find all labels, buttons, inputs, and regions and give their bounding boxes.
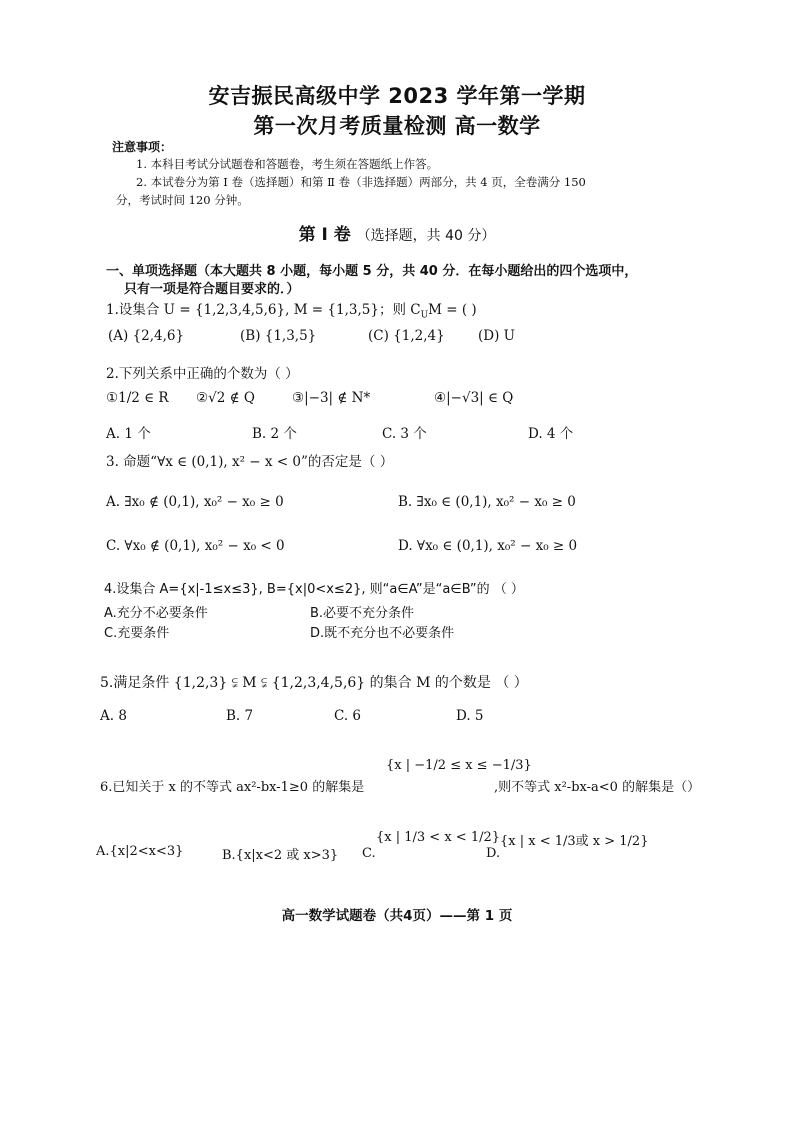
notes-item-1: 1. 本科目考试分试题卷和答题卷，考生须在答题纸上作答。 — [136, 157, 439, 171]
exam-title-line1: 安吉振民高级中学 2023 学年第一学期 — [208, 84, 586, 108]
q1-stem-tail: M = ( ) — [428, 302, 477, 318]
part1-intro-line2: 只有一项是符合题目要求的．） — [124, 282, 300, 297]
question-4-stem: 4.设集合 A={x|-1≤x≤3}, B={x|0<x≤2}, 则“a∈A”是“a∈B”的 （ ） — [104, 582, 524, 597]
notes-item-2b: 分，考试时间 120 分钟。 — [116, 193, 249, 207]
q6-option-a[interactable]: A.{x|2<x<3} — [96, 844, 184, 859]
q5-option-b[interactable]: B. 7 — [226, 708, 254, 724]
section-heading — [0, 220, 794, 245]
q2-statement-2: ②√2 ∉ Q — [196, 390, 255, 406]
q5-option-a[interactable]: A. 8 — [100, 708, 127, 724]
q3-option-b[interactable]: B. ∃x₀ ∈ (0,1), x₀² − x₀ ≥ 0 — [398, 494, 576, 510]
q1-stem-text: 1.设集合 U = {1,2,3,4,5,6}, M = {1,3,5}；则 C — [106, 302, 421, 318]
page-footer: 高一数学试题卷（共4页）——第 1 页 — [281, 908, 513, 924]
section-title: 第 Ⅰ 卷 — [298, 225, 351, 245]
q6-option-c[interactable]: {x | 1/3 < x < 1/2} — [376, 830, 501, 845]
q2-statement-4: ④|−√3| ∈ Q — [434, 390, 514, 406]
question-5-stem: 5.满足条件 {1,2,3} ⫋ M ⫋ {1,2,3,4,5,6} 的集合 M 的个数是 （ ） — [100, 675, 528, 691]
section-subtitle: （选择题，共 40 分） — [356, 228, 496, 244]
q6-option-b[interactable]: B.{x|x<2 或 x>3} — [222, 848, 339, 863]
question-3-stem: 3. 命题“∀x ∈ (0,1), x² − x < 0”的否定是（ ） — [106, 454, 394, 470]
question-6-stem-pre: 6.已知关于 x 的不等式 ax²-bx-1≥0 的解集是 — [100, 780, 365, 795]
q1-option-a[interactable]: (A) {2,4,6} — [108, 328, 185, 344]
question-1-stem — [106, 298, 477, 321]
q2-option-c[interactable]: C. 3 个 — [382, 426, 427, 442]
q4-option-a[interactable]: A.充分不必要条件 — [104, 606, 208, 621]
q5-option-c[interactable]: C. 6 — [334, 708, 362, 724]
q6-option-c-label[interactable]: C. — [362, 846, 376, 861]
question-6-stem-post: ,则不等式 x²-bx-a<0 的解集是（） — [494, 780, 701, 795]
q2-option-b[interactable]: B. 2 个 — [252, 426, 297, 442]
notes-heading: 注意事项： — [112, 140, 173, 154]
q4-option-b[interactable]: B.必要不充分条件 — [310, 606, 415, 621]
question-2-stem: 2.下列关系中正确的个数为（ ） — [106, 366, 299, 382]
part1-intro-line1: 一、单项选择题（本大题共 8 小题，每小题 5 分，共 40 分．在每小题给出的四个选项中， — [106, 264, 638, 279]
q2-option-a[interactable]: A. 1 个 — [106, 426, 151, 442]
q1-option-c[interactable]: (C) {1,2,4} — [368, 328, 445, 344]
q2-option-d[interactable]: D. 4 个 — [528, 426, 574, 442]
q6-option-d[interactable]: {x | x < 1/3或 x > 1/2} — [500, 834, 649, 849]
q1-subscript: U — [420, 310, 429, 321]
q4-option-c[interactable]: C.充要条件 — [104, 626, 170, 641]
q3-option-c[interactable]: C. ∀x₀ ∉ (0,1), x₀² − x₀ < 0 — [106, 538, 285, 554]
exam-title-line2: 第一次月考质量检测 高一数学 — [253, 114, 541, 138]
q3-option-a[interactable]: A. ∃x₀ ∉ (0,1), x₀² − x₀ ≥ 0 — [106, 494, 284, 510]
q2-statement-1: ①1/2 ∈ R — [106, 390, 169, 406]
q3-option-d[interactable]: D. ∀x₀ ∈ (0,1), x₀² − x₀ ≥ 0 — [398, 538, 578, 554]
q1-option-b[interactable]: (B) {1,3,5} — [240, 328, 317, 344]
q4-option-d[interactable]: D.既不充分也不必要条件 — [310, 626, 455, 641]
q6-option-d-label[interactable]: D. — [486, 846, 501, 861]
q5-option-d[interactable]: D. 5 — [456, 708, 484, 724]
q2-statement-3: ③|−3| ∉ N* — [292, 390, 371, 406]
notes-item-2a: 2. 本试卷分为第 Ⅰ 卷（选择题）和第 Ⅱ 卷（非选择题）两部分，共 4 页，全卷满分 150 — [136, 175, 586, 189]
question-6-solution-set: {x | −1/2 ≤ x ≤ −1/3} — [386, 758, 532, 773]
q1-option-d[interactable]: (D) U — [478, 328, 516, 344]
